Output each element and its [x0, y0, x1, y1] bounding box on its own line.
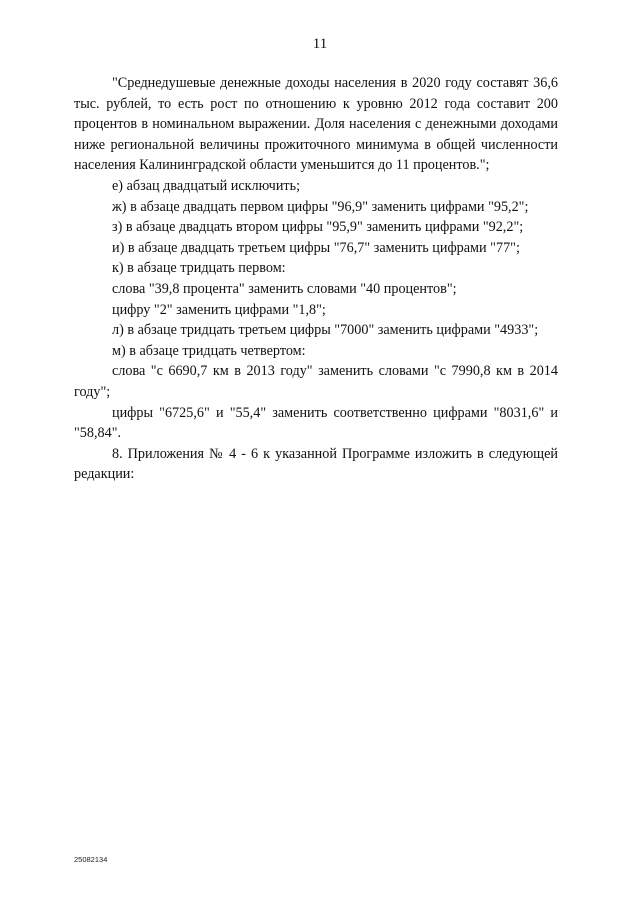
paragraph-item-m-digits: цифры "6725,6" и "55,4" заменить соответственно цифрами "8031,6" и "58,84". [74, 404, 558, 442]
page-number: 11 [312, 36, 328, 52]
paragraph-item-m-words: слова "с 6690,7 км в 2013 году" заменить словами "с 7990,8 км в 2014 году"; [74, 363, 558, 400]
paragraph-item-m: м) в абзаце тридцать четвертом: [112, 342, 306, 359]
footer-document-code: 25082134 [74, 855, 108, 864]
paragraph-item-k-words: слова "39,8 процента" заменить словами "40 процентов"; [112, 280, 457, 297]
paragraph-item-zh: ж) в абзаце двадцать первом цифры "96,9" заменить цифрами "95,2"; [112, 198, 529, 215]
paragraph-income-forecast: "Среднедушевые денежные доходы населения в 2020 году составят 36,6 тыс. рублей, то есть рост по отношению к уровню 2012 года составит 200 процентов в номинальном выражении. Доля населения с денежными доходами ниже региональной величины прожиточного минимума в общей численности населения Калининградской области уменьшится до 11 процентов."; [74, 75, 558, 174]
paragraph-item-k-digit: цифру "2" заменить цифрами "1,8"; [112, 301, 326, 318]
paragraph-item-k: к) в абзаце тридцать первом: [112, 260, 286, 277]
paragraph-item-e: е) абзац двадцатый исключить; [112, 177, 301, 194]
paragraph-item-i: и) в абзаце двадцать третьем цифры "76,7" заменить цифрами "77"; [112, 239, 520, 256]
paragraph-item-l: л) в абзаце тридцать третьем цифры "7000" заменить цифрами "4933"; [112, 322, 539, 339]
paragraph-item-8: 8. Приложения № 4 - 6 к указанной Программе изложить в следующей редакции: [74, 445, 558, 483]
paragraph-item-z: з) в абзаце двадцать втором цифры "95,9" заменить цифрами "92,2"; [112, 219, 524, 236]
document-body [74, 73, 558, 485]
